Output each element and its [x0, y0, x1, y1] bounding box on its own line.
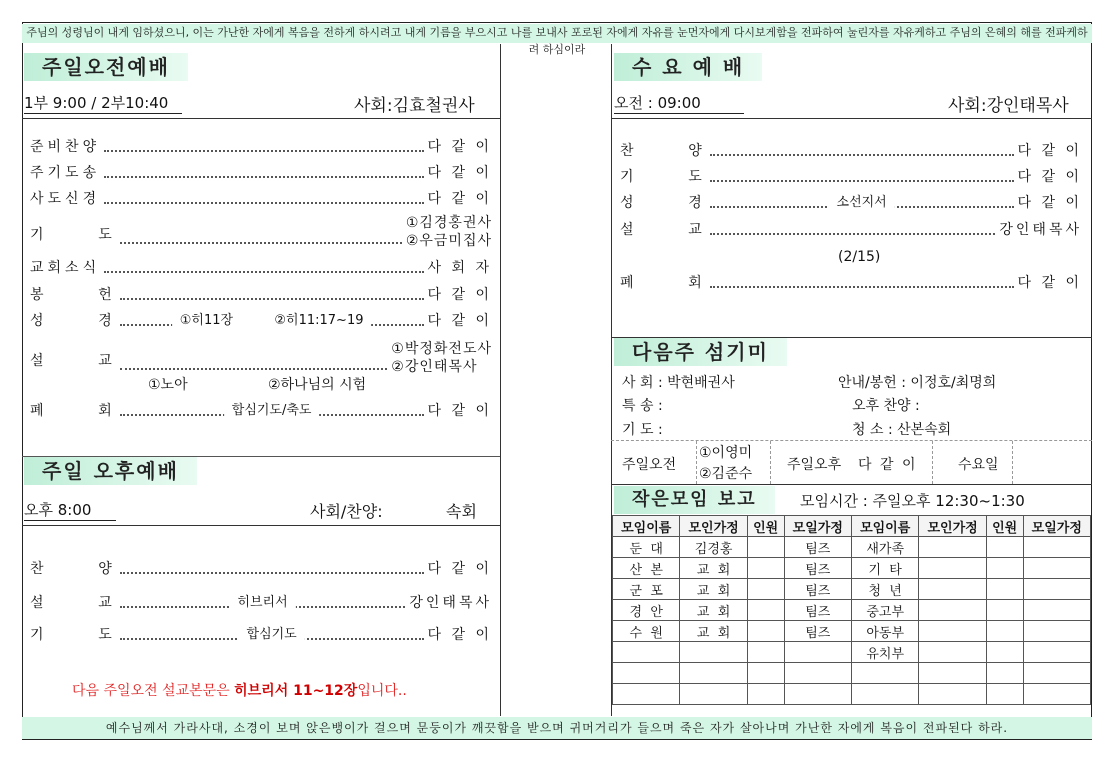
- table-cell: 교 회: [680, 600, 747, 621]
- am-prayer-label: 주일오전: [622, 457, 677, 473]
- table-row: [613, 579, 1091, 600]
- table-cell: 기 타: [851, 558, 918, 579]
- wed-prayer-value-sep: [1012, 441, 1013, 484]
- evening-title: [24, 457, 197, 485]
- column-header: 모임이름: [851, 516, 918, 537]
- order-item-leader: 다 같 이: [427, 403, 492, 419]
- order-item-leader: 다 같 이: [1017, 143, 1082, 159]
- table-cell: [784, 684, 851, 705]
- table-cell: [1023, 600, 1090, 621]
- order-item-label: 설 교: [30, 353, 116, 369]
- next-week-special: 특 송 :: [622, 398, 663, 414]
- small-group-table: [612, 515, 1091, 705]
- morning-host-text: 사회:김효철권사: [354, 96, 475, 116]
- table-row: [613, 600, 1091, 621]
- order-item-leader-2: ②우금미집사: [405, 233, 492, 249]
- leader-dots: [104, 257, 423, 273]
- order-item: [620, 166, 1082, 188]
- leader-dots: [104, 136, 423, 152]
- next-week-title-text: 다음주 섬기미: [632, 340, 769, 364]
- order-item-label: 주기도송: [30, 165, 101, 181]
- order-item-leader: 사 회 자: [427, 260, 492, 276]
- order-item-leader-1: ①박정화전도사: [391, 341, 492, 357]
- table-cell: 팀즈: [784, 621, 851, 642]
- table-cell: 아동부: [851, 621, 918, 642]
- table-cell: [784, 663, 851, 684]
- wednesday-host: [948, 91, 1069, 116]
- leader-dots: [120, 592, 406, 608]
- leader-dots: [120, 284, 424, 300]
- table-cell: [919, 684, 986, 705]
- order-item-leader: 다 같 이: [427, 191, 492, 207]
- top-banner-text: 주님의 성령님이 내게 임하셨으니, 이는 가난한 자에게 복음을 전하게 하시려고 내게 기름을 부으시고 나를 보내사 포로된 자에게 자유를 눈먼자에게 다시보게함을 전파하여 눌린자를 자유케하고 주님의 은혜의 해를 전파케하려 하심이라: [26, 26, 1088, 56]
- left-column-divider: [500, 44, 501, 716]
- evening-header-rule: [22, 525, 500, 526]
- column-header: 모일가정: [784, 516, 851, 537]
- pm-prayer-label: 주일오후: [787, 457, 842, 473]
- order-item-label: 설 교: [30, 595, 116, 611]
- order-item-detail: ①히11장 ②히11:17~19: [172, 310, 372, 332]
- table-cell: [613, 642, 680, 663]
- order-item-label: 성 경: [620, 195, 706, 211]
- table-cell: [919, 642, 986, 663]
- table-cell: [613, 684, 680, 705]
- order-item-label: 기 도: [620, 169, 706, 185]
- leader-dots: [120, 400, 424, 416]
- table-cell: 팀즈: [784, 600, 851, 621]
- table-cell: 새가족: [851, 537, 918, 558]
- table-cell: 중고부: [851, 600, 918, 621]
- prayer-table-top: [611, 440, 1092, 441]
- order-item-label: 기 도: [30, 227, 116, 243]
- pm-prayer-sep: [770, 441, 771, 484]
- order-item: [30, 558, 492, 580]
- order-item-detail: 합심기도: [239, 624, 305, 646]
- table-cell: [919, 558, 986, 579]
- evening-host-name: 속회: [446, 502, 477, 521]
- wed-prayer-label: 수요일: [958, 457, 999, 473]
- order-item-label: 폐 회: [30, 403, 116, 419]
- table-cell: [747, 663, 784, 684]
- small-group-title-text: 작은모임 보고: [632, 489, 757, 510]
- notice-suffix: 입니다..: [357, 683, 407, 699]
- table-cell: 경 안: [613, 600, 680, 621]
- morning-time-text: 1부 9:00 / 2부10:40: [24, 92, 182, 114]
- order-item: [30, 284, 492, 306]
- table-cell: [784, 642, 851, 663]
- order-item: [620, 192, 1082, 214]
- table-cell: 둔 대: [613, 537, 680, 558]
- table-cell: [851, 684, 918, 705]
- bottom-banner: [22, 717, 1092, 739]
- next-week-usher: 안내/봉헌 : 이정호/최명희: [838, 375, 997, 391]
- column-header: 인원: [747, 516, 784, 537]
- order-item: [30, 162, 492, 184]
- table-cell: 김경홍: [680, 537, 747, 558]
- order-item-detail: 합심기도/축도: [224, 400, 320, 422]
- order-item-leader: [406, 214, 492, 250]
- order-item-detail: 소선지서: [829, 192, 895, 214]
- table-cell: [680, 663, 747, 684]
- order-item-label: 성 경: [30, 313, 116, 329]
- order-item-leader-1: ①김경홍권사: [405, 215, 492, 231]
- wednesday-header-rule: [611, 118, 1092, 119]
- order-item-leader: 다 같 이: [1017, 275, 1082, 291]
- order-item: [30, 341, 492, 376]
- morning-host: [354, 91, 475, 116]
- table-cell: 군 포: [613, 579, 680, 600]
- morning-title-text: 주일오전예배: [42, 55, 170, 79]
- wednesday-title-text: 수 요 예 배: [632, 55, 745, 79]
- next-week-choir: 오후 찬양 :: [852, 398, 920, 414]
- table-cell: [747, 621, 784, 642]
- table-cell: 산 본: [613, 558, 680, 579]
- order-item-label: 찬 양: [30, 561, 116, 577]
- order-item: [30, 215, 492, 250]
- order-item: [30, 624, 492, 646]
- leader-dots: [104, 162, 423, 178]
- table-cell: [986, 621, 1023, 642]
- table-row: [613, 558, 1091, 579]
- evening-host-label: 사회/찬양:: [310, 502, 383, 521]
- table-cell: 팀즈: [784, 579, 851, 600]
- table-header-row: [613, 516, 1091, 537]
- order-item: [30, 136, 492, 158]
- order-item-leader: 다 같 이: [427, 139, 492, 155]
- leader-dots: [120, 624, 424, 640]
- notice-passage: 히브리서 11~12장: [234, 683, 358, 699]
- table-cell: [919, 537, 986, 558]
- morning-time: [24, 92, 182, 114]
- table-cell: [747, 684, 784, 705]
- morning-sermon-title-1: ①노아: [148, 377, 188, 393]
- wednesday-host-text: 사회:강인태목사: [948, 96, 1069, 116]
- wednesday-date-note: (2/15): [838, 249, 881, 265]
- next-week-title: [614, 338, 787, 366]
- table-cell: [747, 642, 784, 663]
- leader-dots: [120, 224, 402, 244]
- table-cell: [1023, 558, 1090, 579]
- column-header: 모임이름: [613, 516, 680, 537]
- notice-prefix: 다음 주일오전 설교본문은: [72, 683, 235, 699]
- order-item-label: 설 교: [620, 222, 706, 238]
- next-week-prayer: 기 도 :: [622, 422, 663, 438]
- order-item-leader: [391, 340, 492, 376]
- table-cell: [919, 663, 986, 684]
- order-item-label: 준비찬양: [30, 139, 101, 155]
- table-cell: 교 회: [680, 579, 747, 600]
- leader-dots: [120, 310, 424, 326]
- order-item-detail: 히브리서: [229, 592, 295, 614]
- table-row: [613, 663, 1091, 684]
- table-cell: 청 년: [851, 579, 918, 600]
- table-row: [613, 642, 1091, 663]
- next-sermon-notice: [72, 680, 407, 700]
- table-cell: [680, 684, 747, 705]
- leader-dots: [710, 219, 996, 235]
- column-header: 인원: [986, 516, 1023, 537]
- table-cell: 수 원: [613, 621, 680, 642]
- am-prayer-2: ②김준수: [699, 466, 753, 482]
- table-cell: 팀즈: [784, 558, 851, 579]
- order-item: [620, 272, 1082, 294]
- order-item: [30, 310, 492, 332]
- order-item-label: 사도신경: [30, 191, 101, 207]
- table-cell: 교 회: [680, 558, 747, 579]
- morning-sermon-title-2: ②하나님의 시험: [268, 377, 367, 393]
- table-cell: [986, 600, 1023, 621]
- order-item-label: 기 도: [30, 627, 116, 643]
- small-group-time: 모임시간 : 주일오후 12:30~1:30: [800, 492, 1025, 510]
- next-week-cleaning: 청 소 : 산본속회: [852, 422, 952, 438]
- column-header: 모인가정: [680, 516, 747, 537]
- table-cell: [1023, 684, 1090, 705]
- prayer-table-bottom: [611, 484, 1092, 485]
- table-cell: [747, 579, 784, 600]
- order-item-leader: 다 같 이: [427, 561, 492, 577]
- order-item-label: 폐 회: [620, 275, 706, 291]
- wednesday-time-text: 오전 : 09:00: [614, 92, 744, 114]
- column-header: 모인가정: [919, 516, 986, 537]
- table-cell: [747, 537, 784, 558]
- leader-dots: [710, 272, 1014, 288]
- order-item-leader: 다 같 이: [427, 627, 492, 643]
- top-banner: [22, 24, 1092, 56]
- order-item-leader: 강인태목사: [409, 595, 492, 611]
- order-item: [620, 140, 1082, 162]
- leader-dots: [710, 192, 1014, 208]
- order-item: [30, 400, 492, 422]
- table-cell: [919, 579, 986, 600]
- wednesday-time: [614, 92, 744, 114]
- table-cell: [986, 684, 1023, 705]
- evening-time-text: 오후 8:00: [24, 499, 116, 521]
- order-item-label: 찬 양: [620, 143, 706, 159]
- table-cell: [613, 663, 680, 684]
- order-item-label: 봉 헌: [30, 287, 116, 303]
- table-cell: 유치부: [851, 642, 918, 663]
- table-row: [613, 684, 1091, 705]
- evening-time: [24, 499, 116, 521]
- table-cell: [1023, 579, 1090, 600]
- small-group-title: [614, 486, 775, 514]
- table-cell: [1023, 663, 1090, 684]
- table-cell: 교 회: [680, 621, 747, 642]
- order-item: [30, 592, 492, 614]
- table-cell: [1023, 537, 1090, 558]
- order-item-leader: 다 같 이: [427, 165, 492, 181]
- wednesday-title: [614, 53, 762, 81]
- leader-dots: [120, 350, 388, 370]
- table-cell: [986, 663, 1023, 684]
- table-cell: [919, 621, 986, 642]
- order-item-leader: 강인태목사: [999, 222, 1082, 238]
- bottom-banner-text: 예수님께서 가라사대, 소경이 보며 앉은뱅이가 걸으며 문둥이가 깨끗함을 받으며 귀머거리가 들으며 죽은 자가 살아나며 가난한 자에게 복음이 전파된다 하라.: [105, 721, 1009, 735]
- morning-title: [24, 53, 188, 81]
- order-item: [30, 188, 492, 210]
- order-item-leader: 다 같 이: [1017, 195, 1082, 211]
- table-cell: [986, 558, 1023, 579]
- table-cell: [986, 537, 1023, 558]
- table-cell: [747, 558, 784, 579]
- order-item-label: 교회소식: [30, 260, 101, 276]
- order-item-leader: 다 같 이: [1017, 169, 1082, 185]
- morning-header-rule: [22, 118, 500, 119]
- evening-title-text: 주일 오후예배: [42, 459, 179, 483]
- table-cell: [919, 600, 986, 621]
- leader-dots: [104, 188, 423, 204]
- next-week-host: 사 회 : 박현배권사: [622, 375, 735, 391]
- am-prayer-1: ①이영미: [699, 445, 753, 461]
- order-item: [620, 219, 1082, 241]
- table-row: [613, 537, 1091, 558]
- table-cell: [986, 642, 1023, 663]
- table-cell: [986, 579, 1023, 600]
- leader-dots: [120, 558, 424, 574]
- order-item-leader: 다 같 이: [427, 287, 492, 303]
- leader-dots: [710, 140, 1014, 156]
- table-cell: [1023, 642, 1090, 663]
- leader-dots: [710, 166, 1014, 182]
- table-cell: [680, 642, 747, 663]
- pm-prayer-value: 다 같 이: [858, 457, 918, 473]
- table-cell: 팀즈: [784, 537, 851, 558]
- column-header: 모일가정: [1023, 516, 1090, 537]
- order-item: [30, 257, 492, 279]
- table-row: [613, 621, 1091, 642]
- order-item-leader: 다 같 이: [427, 313, 492, 329]
- table-cell: [747, 600, 784, 621]
- table-cell: [1023, 621, 1090, 642]
- am-prayer-sep: [696, 441, 697, 484]
- order-item-leader-2: ②강인태목사: [391, 359, 478, 375]
- wed-prayer-sep: [932, 441, 933, 484]
- table-cell: [851, 663, 918, 684]
